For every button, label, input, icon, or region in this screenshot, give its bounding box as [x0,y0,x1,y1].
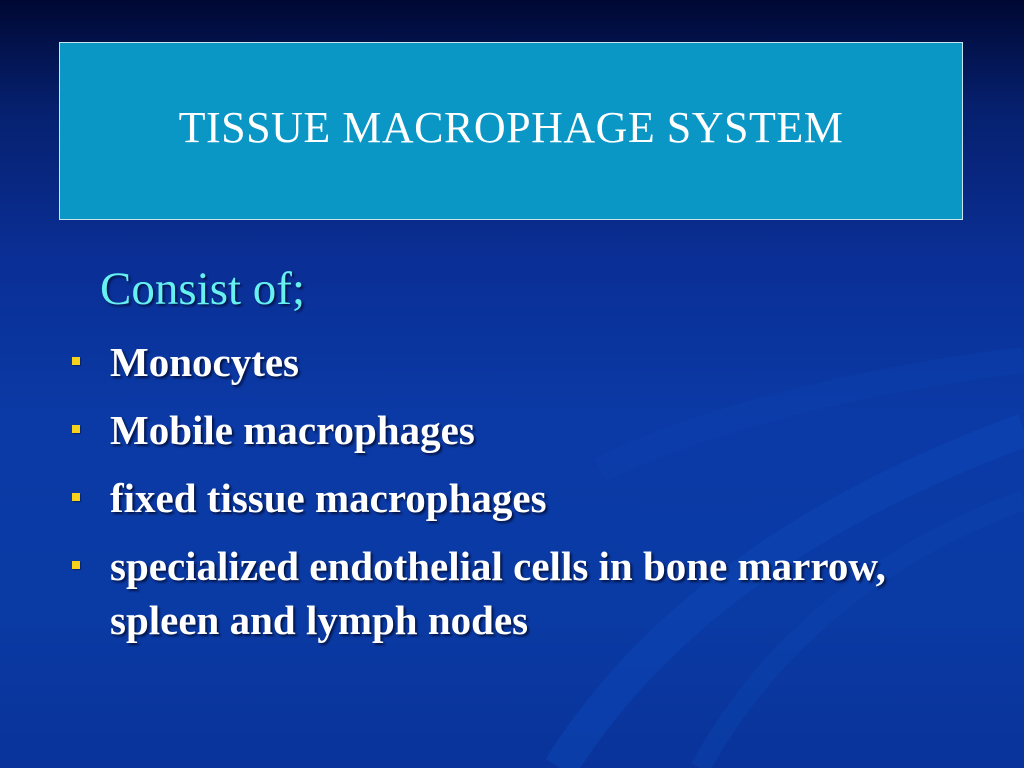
bullet-text: specialized endothelial cells in bone marrow, spleen and lymph nodes [110,543,886,643]
bullet-list [70,335,970,661]
bullet-text: fixed tissue macrophages [110,475,547,521]
bullet-item [70,335,970,389]
square-bullet-icon [72,425,80,433]
bullet-item [70,539,970,647]
square-bullet-icon [72,493,80,501]
bullet-item [70,471,970,525]
subheading: Consist of; [100,263,306,315]
slide-title: TISSUE MACROPHAGE SYSTEM [178,102,844,152]
bullet-text: Mobile macrophages [110,407,475,453]
title-box [59,42,963,220]
square-bullet-icon [72,357,80,365]
bullet-item [70,403,970,457]
square-bullet-icon [72,561,80,569]
bullet-text: Monocytes [110,339,300,385]
